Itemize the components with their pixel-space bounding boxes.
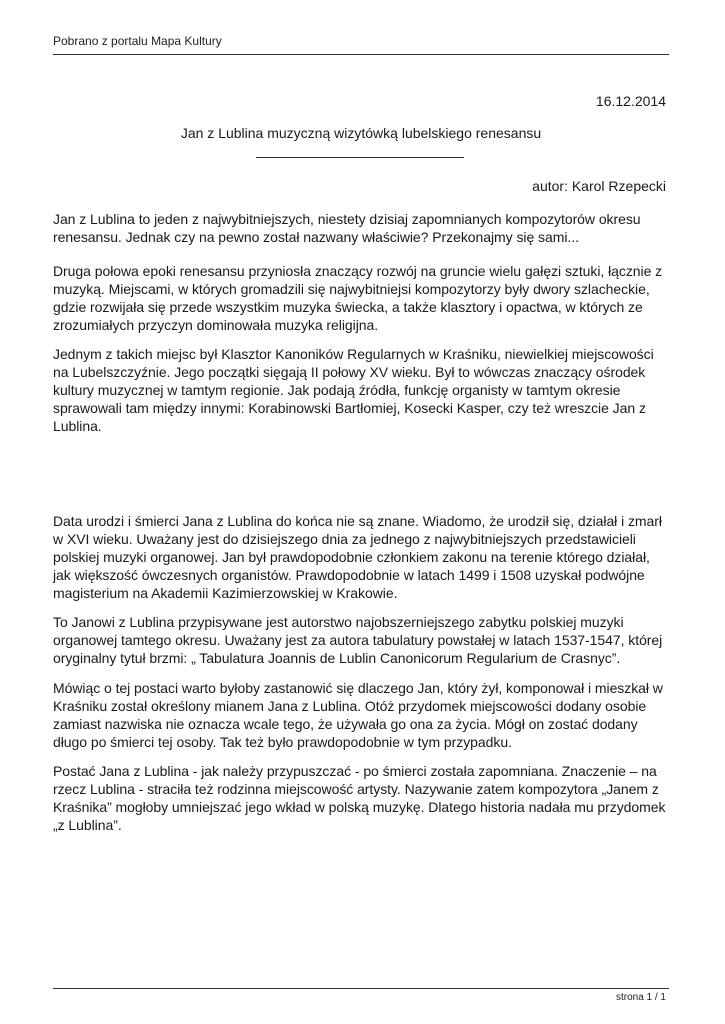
- title-underline: [256, 157, 464, 158]
- footer-divider: [53, 988, 669, 989]
- paragraph-name-origin: Mówiąc o tej postaci warto byłoby zastanowić się dlaczego Jan, który żył, komponował i mieszkał w Kraśniku został określony mianem Jana z Lublina. Otóż przydomek miejscowości dodany osobie zamiast nazwiska nie oznacza wcale tego, że używała go ona za życia. Mógł on zostać dodany długo po śmierci tej osoby. Tak też było prawdopodobnie w tym przypadku.: [53, 680, 663, 750]
- paragraph-biography: Data urodzi i śmierci Jana z Lublina do końca nie są znane. Wiadomo, że urodził się, działał i zmarł w XVI wieku. Uważany jest do dzisiejszego dnia za jednego z najwybitniejszych przedstawicieli polskiej muzyki organowej. Jan był prawdopodobnie członkiem zakonu na terenie którego działał, jak większość ówczesnych organistów. Prawdopodobnie w latach 1499 i 1508 uzyskał podwójne magisterium na Akademii Kazimierzowskiej w Krakowie.: [53, 513, 662, 601]
- paragraph-monastery: Jednym z takich miejsc był Klasztor Kanoników Regularnych w Kraśniku, niewielkiej miejscowości na Lubelszczyźnie. Jego początki sięgają II połowy XV wieku. Był to wówczas znaczący ośrodek kultury muzycznej w tamtym regionie. Jak podają źródła, funkcję organisty w tamtym okresie sprawowali tam między innymi: Korabinowski Bartłomiej, Kosecki Kasper, czy też wreszcie Jan z Lublina.: [53, 346, 654, 434]
- page-number: strona 1 / 1: [615, 992, 666, 1003]
- paragraph-tablature: To Janowi z Lublina przypisywane jest autorstwo najobszerniejszego zabytku polskiej muzyki organowej tamtego okresu. Uważany jest za autora tabulatury powstałej w latach 1537-1547, której oryginalny tytuł brzmi: „ Tabulatura Joannis de Lublin Canonicorum Regularium de Crasnyc”.: [53, 614, 663, 666]
- paragraph-intro: Jan z Lublina to jeden z najwybitniejszych, niestety dzisiaj zapomnianych kompozytorów okresu renesansu. Jednak czy na pewno został nazwany właściwie? Przekonajmy się sami...: [53, 211, 641, 245]
- paragraph-legacy: Postać Jana z Lublina - jak należy przypuszczać - po śmierci została zapomniana. Znaczenie – na rzecz Lublina - straciła też rodzinna miejscowość artysty. Nazywanie zatem kompozytora „Janem z Kraśnika” mogłoby umniejszać jego wkład w polską muzykę. Dlatego historia nadała mu przydomek „z Lublina”.: [53, 763, 666, 833]
- publication-date: 16.12.2014: [595, 93, 666, 109]
- article-author: autor: Karol Rzepecki: [532, 178, 666, 194]
- page-header-source: Pobrano z portalu Mapa Kultury: [53, 34, 222, 48]
- paragraph-renaissance: Druga połowa epoki renesansu przyniosła znaczący rozwój na gruncie wielu gałęzi sztuki, łącznie z muzyką. Miejscami, w których gromadzili się najwybitniejsi kompozytorzy były dwory szlacheckie, gdzie rozwijała się przede wszystkim muzyka świecka, a także klasztory i opactwa, w których ze zrozumiałych przyczyn dominowała muzyka religijna.: [53, 263, 663, 333]
- header-divider: [53, 54, 669, 55]
- article-title: Jan z Lublina muzyczną wizytówką lubelskiego renesansu: [180, 125, 542, 141]
